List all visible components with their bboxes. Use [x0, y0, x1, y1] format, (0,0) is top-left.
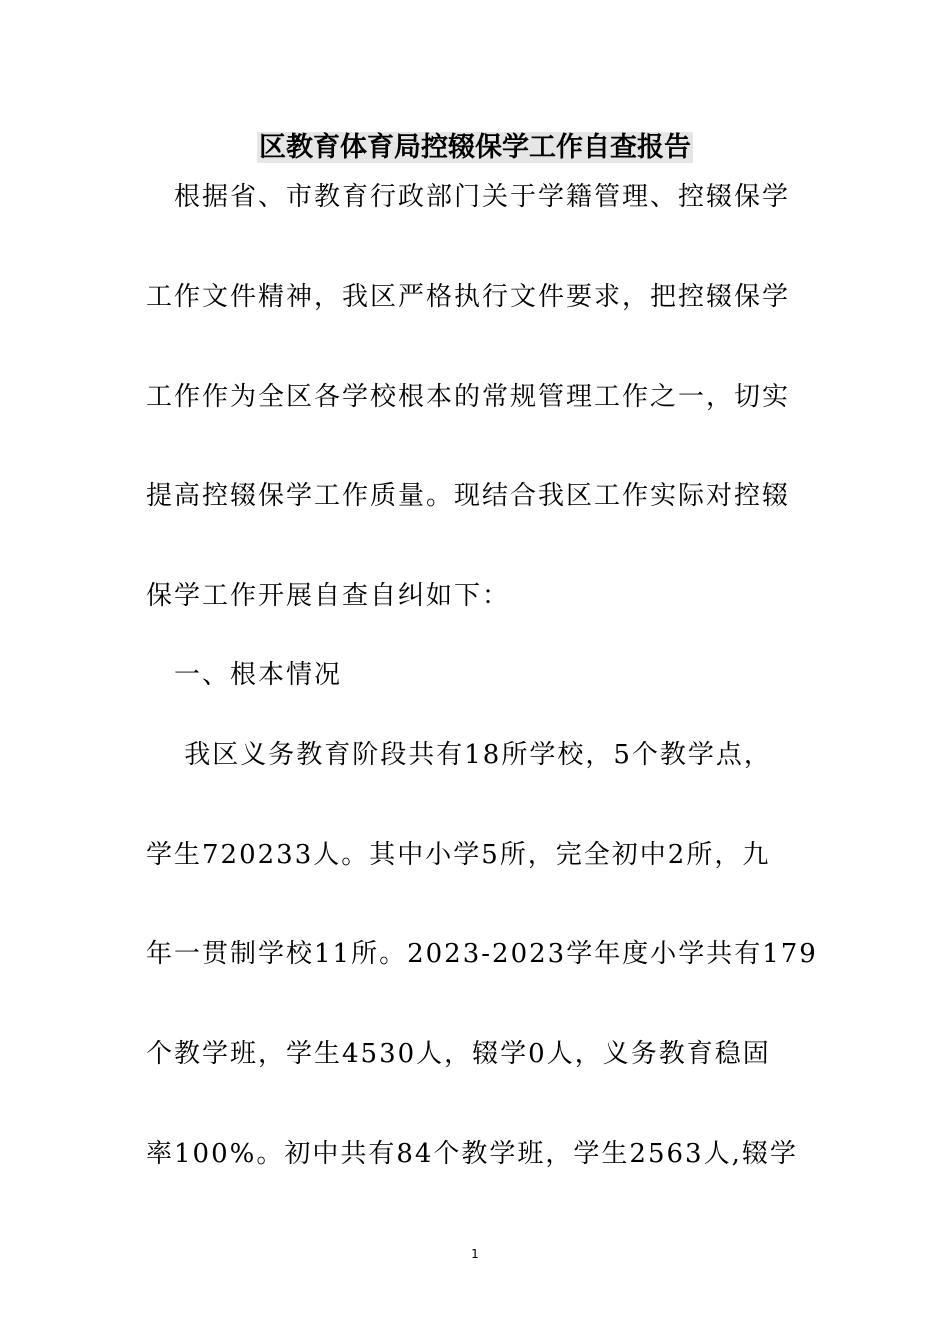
- paragraph-line-8: 年一贯制学校11所。2023-2023学年度小学共有179: [146, 939, 818, 969]
- paragraph-line-6: 我区义务教育阶段共有18所学校，5个教学点，: [146, 740, 772, 770]
- paragraph-line-3: 工作作为全区各学校根本的常规管理工作之一，切实: [146, 382, 791, 412]
- paragraph-line-4: 提高控辍保学工作质量。现结合我区工作实际对控辍: [146, 481, 791, 511]
- document-title: [0, 128, 950, 168]
- section-heading-basic-situation: 一、根本情况: [146, 660, 343, 690]
- page-number: 1: [471, 1247, 479, 1261]
- paragraph-line-9: 个教学班，学生4530人，辍学0人，义务教育稳固: [146, 1039, 771, 1069]
- paragraph-line-1: 根据省、市教育行政部门关于学籍管理、控辍保学: [146, 182, 791, 212]
- paragraph-line-7: 学生720233人。其中小学5所，完全初中2所，九: [146, 840, 771, 870]
- paragraph-line-10: 率100%。初中共有84个教学班，学生2563人,辍学: [146, 1139, 798, 1169]
- paragraph-line-5: 保学工作开展自查自纠如下：: [146, 581, 511, 611]
- paragraph-line-2: 工作文件精神，我区严格执行文件要求，把控辍保学: [146, 282, 791, 312]
- document-title-text: 区教育体育局控辍保学工作自查报告: [259, 132, 691, 163]
